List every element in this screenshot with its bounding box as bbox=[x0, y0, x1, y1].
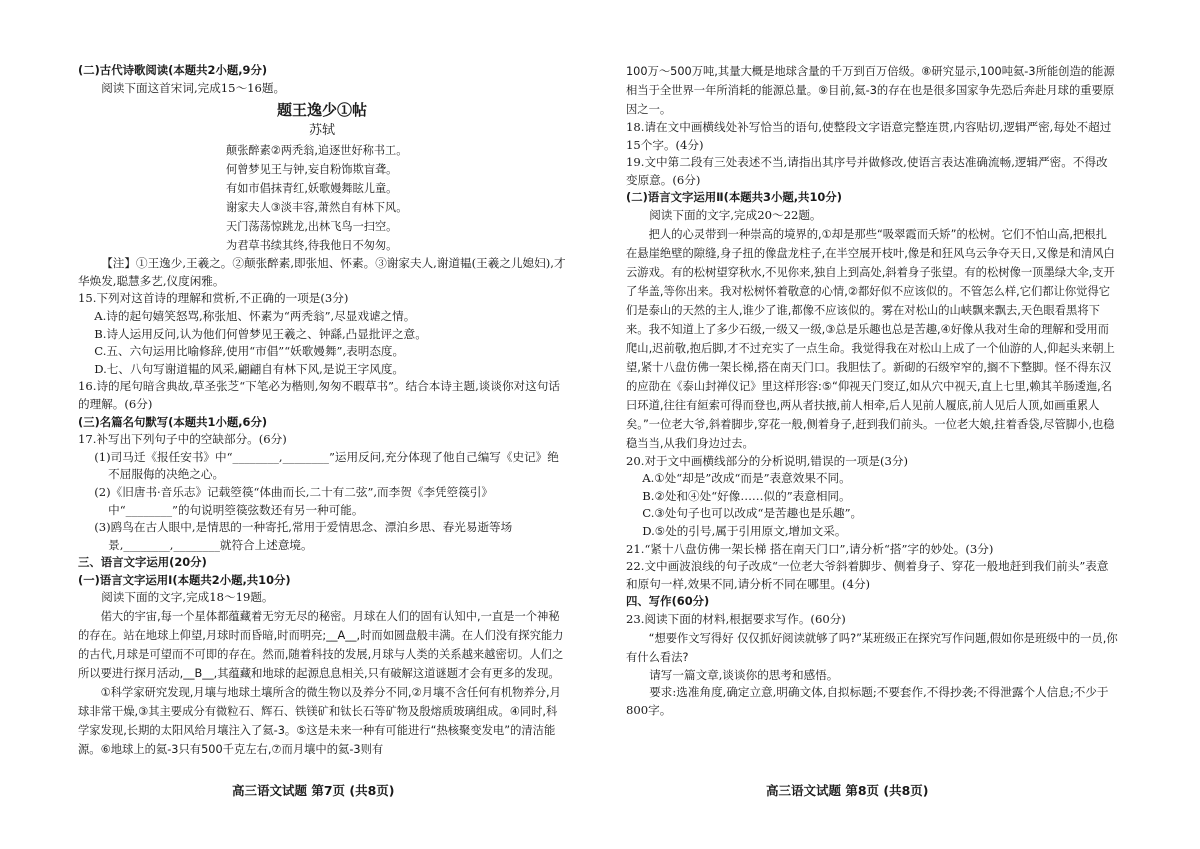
reading-paragraph-continued: 100万～500万吨,其量大概是地球含量的千万到百万倍级。⑧研究显示,100吨氦-3所能创造的能源相当于全世界一年所消耗的能源总量。⑨目前,氦-3的存在也是很多国家争先恐后奔赴月球的重要原因之一。 bbox=[626, 65, 1115, 116]
question-15-option: D.七、八句写谢道韫的风采,翩翩自有林下风,是说王字风度。 bbox=[94, 361, 405, 376]
poem-line: 有如市倡抹青红,妖歌嫚舞眩儿童。 bbox=[226, 182, 398, 196]
question-20-option: A.①处“却是”改成“而是”表意效果不同。 bbox=[642, 471, 851, 486]
reading-passage: 把人的心灵带到一种崇高的境界的,①却是那些“吸翠霞而夭矫”的松树。它们不怕山高,把根扎在悬崖绝壁的隙缝,身子扭的像盘龙柱子,在半空展开枝叶,像是和狂风乌云争夺天日,又像是和清风白云游戏。有的松树望穿秋水,不见你来,独自上到高处,斜着身子张望。有的松树像一顶墨绿大伞,支开了华盖,等你出来。我对松树怀着敬意的心情,②都好似不应该似的。不管怎么样,它们都让你觉得它们是泰山的天然的主人,谁少了谁,都像不应该似的。雾在对松山的山峡飘来飘去,天色眼看黑将下来。我不知道上了多少石级,一级又一级,③总是乐趣也总是苦趣,④好像从我对生命的理解和受用而爬山,迟前敬,抱后脚,才不过充实了一点生命。我觉得我在对松山上成了一个仙游的人,仰起头来朝上望,紧十八盘仿佛一架长梯,搭在南天门口。我胆怯了。新砌的石级窄窄的,搁不下整脚。怪不得东汉的应劭在《泰山封禅仪记》里这样形容:⑤“仰视天门窔辽,如从穴中视天,直上七里,赖其羊肠逶迤,名曰环道,往往有絙索可得而登也,两从者扶掖,前人相牵,后人见前人履底,前人见后人顶,如画重累人矣。”一位老大爷,斜着脚步,穿花一般,侧着身子,赶到我们前头。一位老大娘,拄着香袋,尽管脚小,也稳稳当当,从我们身边过去。 bbox=[626, 227, 1115, 450]
question-19: 19.文中第二段有三处表述不当,请指出其序号并做修改,使语言表达准确流畅,逻辑严密。不得改变原意。(6分) bbox=[626, 155, 1108, 187]
page-footer-right: 高三语文试题 第8页 (共8页) bbox=[766, 783, 929, 798]
question-20-option: C.③处句子也可以改成“是苦趣也是乐趣”。 bbox=[642, 506, 863, 521]
part-heading-writing: 四、写作(60分) bbox=[626, 594, 710, 609]
poem-line: 天门荡荡惊跳龙,出林飞鸟一扫空。 bbox=[226, 220, 398, 234]
question-16: 16.诗的尾句暗含典故,草圣张芝“下笔必为楷则,匆匆不暇草书”。结合本诗主题,谈谈你对这句话的理解。(6分) bbox=[78, 379, 560, 411]
question-20-option: D.⑤处的引号,属于引用原文,增加文采。 bbox=[642, 523, 847, 538]
writing-requirements: 要求:选准角度,确定立意,明确文体,自拟标题;不要套作,不得抄袭;不得泄露个人信息;不少于800字。 bbox=[626, 685, 1109, 717]
question-17-item: (3)鸥鸟在古人眼中,是情思的一种寄托,常用于爱情思念、漂泊乡思、春光易逝等场景,________,________就符合上述意境。 bbox=[94, 520, 513, 552]
question-17-item: (2)《旧唐书·音乐志》记载箜篌“体曲而长,二十有二弦”,而李贺《李凭箜篌引》中“________”的句说明箜篌弦数还有另一种可能。 bbox=[94, 484, 493, 517]
poem-line: 何曾梦见王与钟,妄自粉饰欺盲聋。 bbox=[226, 163, 398, 177]
question-22: 22.文中画波浪线的句子改成“一位老大爷斜着脚步、侧着身子、穿花一般地赶到我们前头”表意和原句一样,效果不同,请分析不同在哪里。(4分) bbox=[626, 559, 1109, 591]
poem-line: 为君草书续其终,待我他日不匆匆。 bbox=[226, 239, 398, 253]
instruction-text: 阅读下面的文字,完成20～22题。 bbox=[649, 207, 822, 222]
reading-paragraph: ①科学家研究发现,月壤与地球土壤所含的微生物以及养分不同,②月壤不含任何有机物养分,月球非常干燥,③其主要成分有微粒石、辉石、铁镁矿和钛长石等矿物及殷熔质玻璃组成。④同时,科学家发现,长期的太阳风给月壤注入了氦-3。⑤这是未来一种有可能进行“热核聚变发电”的清洁能源。⑥地球上的氦-3只有500千克左右,⑦而月壤中的氦-3则有 bbox=[78, 686, 561, 757]
question-21: 21.“紧十八盘仿佛一架长梯 搭在南天门口”,请分析“搭”字的妙处。(3分) bbox=[626, 541, 994, 556]
question-17-stem: 17.补写出下列句子中的空缺部分。(6分) bbox=[78, 432, 287, 447]
reading-paragraph: 偌大的宇宙,每一个星体都蕴藏着无穷无尽的秘密。月球在人们的固有认知中,一直是一个神秘的存在。站在地球上仰望,月球时而昏暗,时而明亮;__A__,时而如圆盘般丰满。在人们没有探究能力的古代,月球是可望而不可即的存在。然而,随着科技的发展,月球与人类的关系越来越密切。人们之所以要进行探月活动,__B__,其蕴藏和地球的起源息息相关,只有破解这道谜题才会有更多的发现。 bbox=[78, 610, 564, 681]
question-20-option: B.②处和④处“好像……似的”表意相同。 bbox=[642, 488, 851, 503]
section-heading-dictation: (三)名篇名句默写(本题共1小题,6分) bbox=[78, 414, 268, 429]
poem-author: 苏轼 bbox=[308, 123, 335, 139]
left-column bbox=[78, 62, 566, 759]
question-18: 18.请在文中画横线处补写恰当的语句,使整段文字语意完整连贯,内容贴切,逻辑严密,每处不超过15个字。(4分) bbox=[626, 120, 1112, 152]
question-20-stem: 20.对于文中画横线部分的分析说明,错误的一项是(3分) bbox=[626, 453, 909, 468]
poem-line: 颠张醉素②两秃翁,追逐世好称书工。 bbox=[226, 144, 408, 158]
poem-note: 【注】①王逸少,王羲之。②颠张醉素,即张旭、怀素。③谢家夫人,谢道韫(王羲之儿媳妇),才华焕发,聪慧多艺,仪度闲雅。 bbox=[78, 256, 566, 288]
page-footer-left: 高三语文试题 第7页 (共8页) bbox=[232, 783, 395, 798]
poem-title: 题王逸少①帖 bbox=[276, 101, 367, 120]
question-23-stem: 23.阅读下面的材料,根据要求写作。(60分) bbox=[626, 611, 846, 626]
question-15-option: C.五、六句运用比喻修辞,使用“市倡”“妖歌嫚舞”,表明态度。 bbox=[94, 344, 405, 359]
question-15-option: A.诗的起句嬉笑怒骂,称张旭、怀素为“两秃翁”,尽显戏谑之情。 bbox=[94, 308, 416, 323]
right-column bbox=[626, 62, 1118, 719]
instruction-text: 阅读下面这首宋词,完成15～16题。 bbox=[101, 80, 286, 95]
question-17-item: (1)司马迁《报任安书》中“________,________”运用反问,充分体现了他自己编写《史记》绝不屈服侮的决绝之心。 bbox=[94, 449, 559, 482]
writing-task: 请写一篇文章,谈谈你的思考和感悟。 bbox=[649, 667, 839, 682]
instruction-text: 阅读下面的文字,完成18～19题。 bbox=[101, 590, 274, 605]
section-heading-language-2: (二)语言文字运用Ⅱ(本题共3小题,共10分) bbox=[626, 190, 842, 205]
section-heading-poetry: (二)古代诗歌阅读(本题共2小题,9分) bbox=[78, 63, 268, 77]
section-heading-language-1: (一)语言文字运用Ⅰ(本题共2小题,共10分) bbox=[78, 572, 291, 587]
question-15-option: B.诗人运用反问,认为他们何曾梦见王羲之、钟繇,凸显批评之意。 bbox=[94, 326, 427, 341]
part-heading-language: 三、语言文字运用(20分) bbox=[78, 555, 207, 570]
writing-material: “想要作文写得好 仅仅抓好阅读就够了吗?”某班级正在探究写作问题,假如你是班级中的一员,你有什么看法? bbox=[626, 631, 1118, 664]
question-15-stem: 15.下列对这首诗的理解和赏析,不正确的一项是(3分) bbox=[78, 291, 349, 306]
poem-line: 谢家夫人③淡丰容,萧然自有林下风。 bbox=[226, 201, 408, 215]
poem-body bbox=[78, 141, 566, 255]
